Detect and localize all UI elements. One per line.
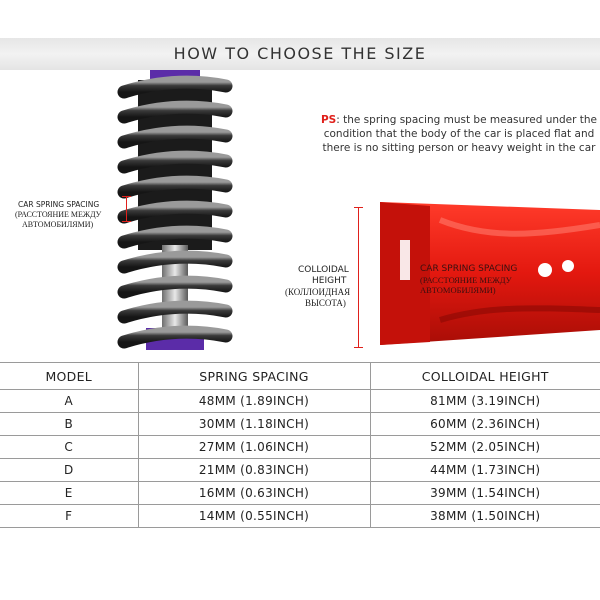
spring-spacing-cell: 48MM (1.89INCH) [138, 390, 370, 413]
table-row [0, 413, 600, 436]
colloidal-height-marker-top [354, 207, 363, 208]
model-cell: D [0, 459, 138, 482]
spring-spacing-cell: 14MM (0.55INCH) [138, 505, 370, 528]
colloidal-height-cell: 44MM (1.73INCH) [370, 459, 600, 482]
overlay-spring-spacing-ru-2: АВТОМОБИЛЯМИ) [420, 285, 496, 295]
colloidal-height-cell: 81MM (3.19INCH) [370, 390, 600, 413]
model-cell: E [0, 482, 138, 505]
colloidal-height-cell: 52MM (2.05INCH) [370, 436, 600, 459]
spring-spacing-label-ru-1: (РАССТОЯНИЕ МЕЖДУ [15, 210, 102, 219]
spring-spacing-label: CAR SPRING SPACING [18, 200, 100, 209]
colloidal-height-marker-bottom [354, 347, 363, 348]
colloidal-height-cell: 39MM (1.54INCH) [370, 482, 600, 505]
model-cell: B [0, 413, 138, 436]
colloidal-height-cell: 38MM (1.50INCH) [370, 505, 600, 528]
table-row [0, 459, 600, 482]
colloidal-height-label-1: COLLOIDAL [298, 265, 349, 275]
spring-spacing-label-ru-2: АВТОМОБИЛЯМИ) [22, 220, 94, 229]
size-table [0, 362, 600, 528]
spacing-marker-top [122, 196, 131, 197]
model-cell: C [0, 436, 138, 459]
spring-spacing-cell: 27MM (1.06INCH) [138, 436, 370, 459]
overlay-spring-spacing-ru-1: (РАССТОЯНИЕ МЕЖДУ [420, 275, 512, 285]
header-spring-spacing: SPRING SPACING [138, 363, 370, 390]
overlay-spring-spacing-label: CAR SPRING SPACING [420, 264, 518, 274]
colloidal-height-cell: 60MM (2.36INCH) [370, 413, 600, 436]
table-row [0, 482, 600, 505]
spacing-marker-bottom [122, 221, 131, 222]
page-title: HOW TO CHOOSE THE SIZE [173, 44, 427, 63]
spacing-marker [126, 196, 127, 222]
model-cell: A [0, 390, 138, 413]
colloidal-height-label-ru-1: (КОЛЛОИДНАЯ [285, 287, 351, 297]
spring-spacing-cell: 30MM (1.18INCH) [138, 413, 370, 436]
colloidal-height-label-ru-2: ВЫСОТА) [305, 298, 346, 308]
table-row [0, 436, 600, 459]
header-model: MODEL [0, 363, 138, 390]
table-header-row [0, 363, 600, 390]
header-colloidal-height: COLLOIDAL HEIGHT [370, 363, 600, 390]
spring-spacing-cell: 16MM (0.63INCH) [138, 482, 370, 505]
measurement-note [318, 113, 600, 155]
colloidal-height-label-2: HEIGHT [312, 276, 347, 286]
model-cell: F [0, 505, 138, 528]
note-text: : the spring spacing must be measured under the condition that the body of the car is placed flat and there is no sitting person or heavy weight in the car [322, 114, 598, 154]
colloidal-height-marker [358, 208, 359, 348]
table-row [0, 505, 600, 528]
spring-spacing-cell: 21MM (0.83INCH) [138, 459, 370, 482]
table-row [0, 390, 600, 413]
coil-spring-photo [110, 70, 240, 350]
ps-key: PS [320, 114, 337, 126]
